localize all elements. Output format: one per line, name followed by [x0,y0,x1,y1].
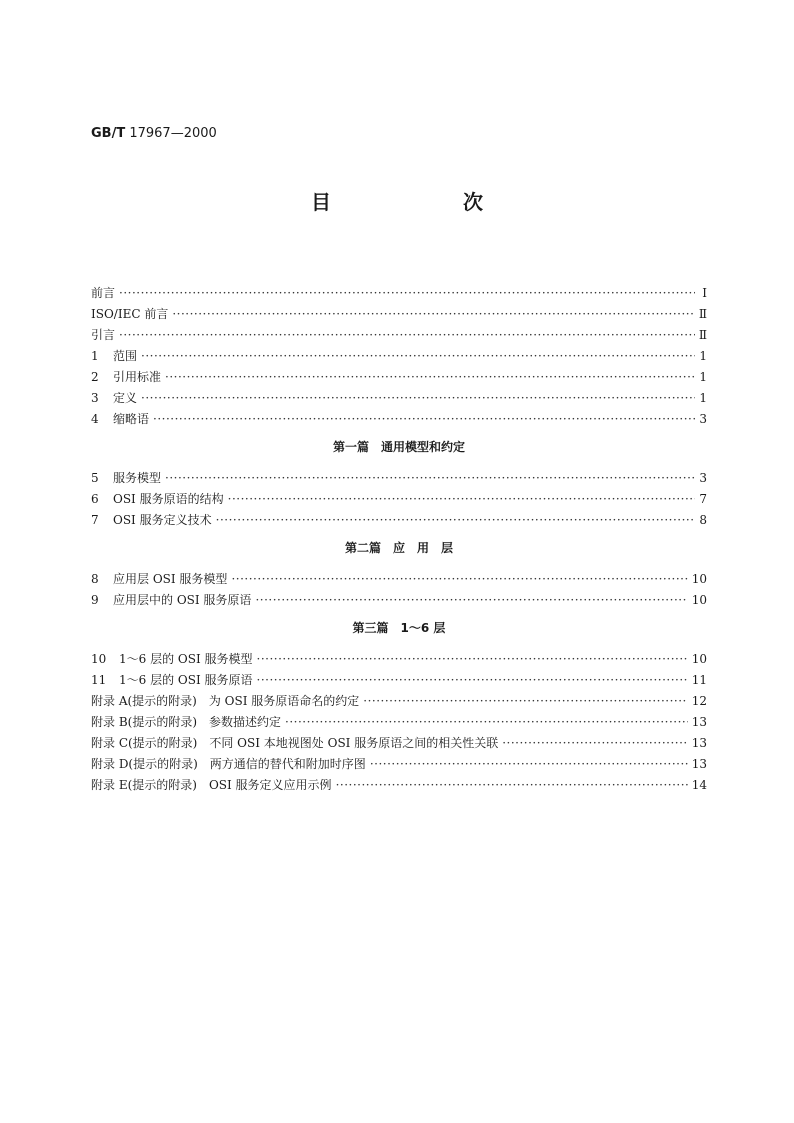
toc-entry-page: 11 [691,673,707,687]
toc-entry-number: 6 [91,492,99,506]
toc-entry-label: 附录 A(提示的附录) 为 OSI 服务原语命名的约定 [91,694,360,708]
toc-entry-page: 13 [691,736,707,750]
toc-entry[interactable] [91,590,707,611]
toc-entry-number: 2 [91,370,99,384]
dot-leader [141,388,695,409]
dot-leader [141,346,695,367]
part-heading: 第一篇 通用模型和约定 [332,440,465,454]
dot-leader [216,510,695,531]
dot-leader [255,590,687,611]
toc-entry-label: 定义 [113,391,138,405]
toc-entry[interactable] [91,691,707,712]
toc-entry-number: 4 [91,412,99,426]
toc-entry-label: OSI 服务原语的结构 [113,492,224,506]
toc-entry-page: 8 [699,513,707,527]
standard-number: 17967—2000 [129,126,217,141]
part-heading: 第三篇 1～6 层 [352,621,446,635]
toc-entry[interactable] [91,775,707,796]
dot-leader [172,304,695,325]
toc-entry-page: 12 [691,694,707,708]
toc-entry-label: 服务模型 [113,471,162,485]
toc-entry-page: Ⅰ [702,286,707,300]
toc-entry-number: 10 [91,652,107,666]
toc-entry-number: 7 [91,513,99,527]
dot-leader [285,712,688,733]
toc-entry-page: Ⅱ [698,307,707,321]
toc-entry-label: 1～6 层的 OSI 服务原语 [119,673,253,687]
standard-code [91,126,217,141]
toc-entry-page: 10 [691,593,707,607]
dot-leader [119,325,695,346]
dot-leader [502,733,688,754]
toc-entry[interactable] [91,712,707,733]
toc-entry-number: 8 [91,572,99,586]
toc-entry-label: OSI 服务定义技术 [113,513,212,527]
toc-entry-label: 前言 [91,286,116,300]
toc-entry-label: 引用标准 [113,370,162,384]
toc-entry-label: 应用层 OSI 服务模型 [113,572,228,586]
toc-entry[interactable] [91,409,707,430]
dot-leader [231,569,687,590]
toc-entry-page: 3 [699,412,707,426]
toc-entry-page: Ⅱ [698,328,707,342]
toc-entry[interactable] [91,468,707,489]
dot-leader [363,691,687,712]
table-of-contents [91,283,707,796]
toc-entry-page: 10 [691,572,707,586]
toc-entry-label: 引言 [91,328,116,342]
toc-entry[interactable] [91,733,707,754]
toc-entry[interactable] [91,670,707,691]
toc-entry-number: 11 [91,673,107,687]
toc-entry[interactable] [91,569,707,590]
dot-leader [119,283,695,304]
toc-entry-number: 9 [91,593,99,607]
toc-entry-number: 1 [91,349,99,363]
dot-leader [165,468,695,489]
toc-entry[interactable] [91,510,707,531]
toc-entry[interactable] [91,489,707,510]
toc-entry-label: 附录 D(提示的附录) 两方通信的替代和附加时序图 [91,757,366,771]
toc-entry-page: 1 [699,391,707,405]
toc-entry-label: 缩略语 [113,412,150,426]
toc-entry-page: 3 [699,471,707,485]
dot-leader [228,489,695,510]
dot-leader [370,754,688,775]
toc-entry-page: 10 [691,652,707,666]
dot-leader [336,775,688,796]
toc-entry-page: 13 [691,757,707,771]
toc-entry-label: 附录 E(提示的附录) OSI 服务定义应用示例 [91,778,332,792]
toc-entry[interactable] [91,283,707,304]
toc-entry[interactable] [91,388,707,409]
toc-entry-label: 应用层中的 OSI 服务原语 [113,593,252,607]
toc-entry-page: 1 [699,370,707,384]
dot-leader [165,367,695,388]
toc-entry[interactable] [91,367,707,388]
toc-entry-label: 范围 [113,349,138,363]
toc-entry-page: 14 [691,778,707,792]
toc-entry[interactable] [91,304,707,325]
part-heading: 第二篇 应 用 层 [344,541,453,555]
toc-entry-label: 附录 C(提示的附录) 不同 OSI 本地视图处 OSI 服务原语之间的相关性关联 [91,736,499,750]
dot-leader [257,670,688,691]
dot-leader [257,649,688,670]
toc-entry[interactable] [91,754,707,775]
toc-entry-number: 3 [91,391,99,405]
toc-entry-label: ISO/IEC 前言 [91,307,169,321]
toc-entry-label: 1～6 层的 OSI 服务模型 [119,652,253,666]
dot-leader [153,409,695,430]
toc-entry-page: 7 [699,492,707,506]
toc-entry-page: 13 [691,715,707,729]
toc-entry-label: 附录 B(提示的附录) 参数描述约定 [91,715,281,729]
page-title: 目 次 [311,190,539,214]
toc-entry[interactable] [91,649,707,670]
toc-entry[interactable] [91,346,707,367]
toc-entry-number: 5 [91,471,99,485]
toc-entry[interactable] [91,325,707,346]
toc-entry-page: 1 [699,349,707,363]
standard-prefix: GB/T [91,126,126,141]
